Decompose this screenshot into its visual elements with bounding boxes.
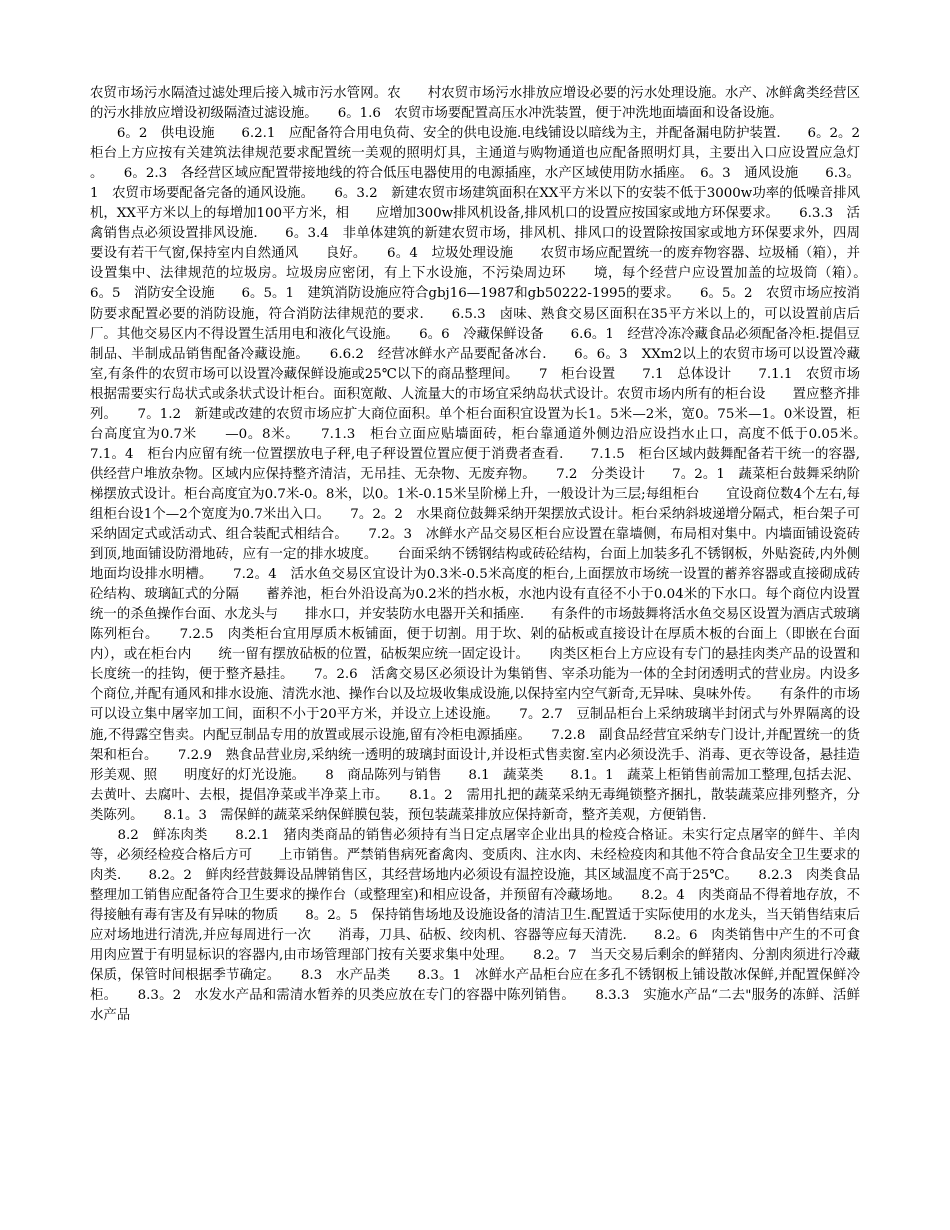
paragraph-facilities-and-counters: 6。2 供电设施 6.2.1 应配备符合用电负荷、安全的供电设施.电线铺设以暗线为主，并配备漏电防护装置. 6。2。2 柜台上方应按有关建筑法律规范要求配置统一美观的照明灯具，主通道与购物通道也应配备照明灯具，主要出入口应设置应急灯 。 6。2.3 各经营区域应配置带接地线的符合低压电器使用的电源插座，水产区域使用防水插座。 6。3 通风设施 6.3。1 农贸市场要配备完备的通风设施。 6。3.2 新建农贸市场建筑面积在XX平方米以下的安装不低于3000w功率的低噪音排风机，XX平方米以上的每增加100平方米，相 应增加300w排风机设备,排风机口的设置应按国家或地方环保要求。 6.3.3 活禽销售点必须设置排风设施. 6。3.4 非单体建筑的新建农贸市场，排风机、排风口的设置除按国家或地方环保要求外，四周要设有若干气窗,保持室内自然通风 良好。 6。4 垃圾处理设施 农贸市场应配置统一的废弃物容器、垃圾桶（箱），并设置集中、法律规范的垃圾房。垃圾房应密闭，有上下水设施，不污染周边环 境，每个经营户应设置加盖的垃圾筒（箱）。 6。5 消防安全设施 6。5。1 建筑消防设施应符合gbj16—1987和gb50222-1995的要求。 6。5。2 农贸市场应按消防要求配置必要的消防设施，符合消防法律规范的要求. 6.5.3 卤味、熟食交易区面积在35平方米以上的，可以设置前店后厂。其他交易区内不得设置生活用电和液化气设施。 6。6 冷藏保鲜设备 6.6。1 经营冷冻冷藏食品必须配备冷柜.提倡豆制品、半制成品销售配备冷藏设施。 6.6.2 经营冰鲜水产品要配备冰台. 6。6。3 XXm2以上的农贸市场可以设置冷藏室,有条件的农贸市场可以设置冷藏保鲜设施或25℃以下的商品整理间。 7 柜台设置 7.1 总体设计 7.1.1 农贸市场根据需要实行岛状式或条状式设计柜台。面积宽敞、人流量大的市场宜采纳岛状式设计。农贸市场内所有的柜台设 置应整齐排列。 7。1.2 新建或改建的农贸市场应扩大商位面积。单个柜台面积宜设置为长1。5米—2米，宽0。75米—1。0米设置，柜台高度宜为0.7米 —0。8米。 7.1.3 柜台立面应贴墙面砖，柜台靠通道外侧边沿应设挡水止口，高度不低于0.05米。 7.1。4 柜台内应留有统一位置摆放电子秤,电子秤设置位置应便于消费者查看. 7.1.5 柜台区域内鼓舞配备若干统一的容器,供经营户堆放杂物。区域内应保持整齐清洁，无吊挂、无杂物、无废弃物。 7.2 分类设计 7。2。1 蔬菜柜台鼓舞采纳阶梯摆放式设计。柜台高度宜为0.7米-0。8米，以0。1米-0.15米呈阶梯上升，一般设计为三层;每组柜台 宜设商位数4个左右,每组柜台设1个—2个宽度为0.7米出入口。 7。2。2 水果商位鼓舞采纳开架摆放式设计。柜台采纳斜坡递增分隔式，柜台架子可采纳固定式或活动式、组合装配式相结合。 7.2。3 冰鲜水产品交易区柜台应设置在靠墙侧，布局相对集中。内墙面铺设瓷砖到顶,地面铺设防滑地砖，应有一定的排水坡度。 台面采纳不锈钢结构或砖砼结构，台面上加装多孔不锈钢板，外贴瓷砖,内外侧地面均设排水明槽。 7.2。4 活水鱼交易区宜设计为0.3米-0.5米高度的柜台,上面摆放市场统一设置的蓄养容器或直接砌成砖砼结构、玻璃缸式的分隔 蓄养池，柜台外沿设高为0.2米的挡水板，水池内设有直径不小于0.04米的下水口。每个商位内设置统一的杀鱼操作台面、水龙头与 排水口，并安装防水电器开关和插座. 有条件的市场鼓舞将活水鱼交易区设置为酒店式玻璃陈列柜台。 7.2.5 肉类柜台宜用厚质木板铺面，便于切割。用于坎、剁的砧板或直接设计在厚质木板的台面上（即嵌在台面内），或在柜台内 统一留有摆放砧板的位置，砧板架应统一固定设计。 肉类区柜台上方应设有专门的悬挂肉类产品的设置和长度统一的挂钩，便于整齐悬挂。 7。2.6 活禽交易区必须设计为集销售、宰杀功能为一体的全封闭透明式的营业房。内设多个商位,并配有通风和排水设施、清洗水池、操作台以及垃圾收集成设施,以保持室内空气新奇,无异味、臭味外传。 有条件的市场可以设立集中屠宰加工间，面积不小于20平方米，并设立上述设施。 7。2.7 豆制品柜台上采纳玻璃半封闭式与外界隔离的设施,不得露空售卖。内配豆制品专用的放置或展示设施,留有冷柜电源插座。 7.2.8 副食品经营宜采纳专门设计,并配置统一的货架和柜台。 7.2.9 熟食品营业房,采纳统一透明的玻璃封面设计,并设柜式售卖窗.室内必须设洗手、消毒、更衣等设备，悬挂造形美观、照 明度好的灯光设施。 8 商品陈列与销售 8.1 蔬菜类 8.1。1 蔬菜上柜销售前需加工整理,包括去泥、去黄叶、去腐叶、去根，提倡净菜或半净菜上市。 8.1。2 需用扎把的蔬菜采纳无毒绳锁整齐捆扎，散装蔬菜应排列整齐，分类陈列。 8.1。3 需保鲜的蔬菜采纳保鲜膜包装，预包装蔬菜排放应保持新奇，整齐美观，方便销售.: [90, 126, 887, 823]
paragraph-meat-and-aquatic: 8.2 鲜冻肉类 8.2.1 猪肉类商品的销售必须持有当日定点屠宰企业出具的检疫合格证。未实行定点屠宰的鲜牛、羊肉等，必须经检疫合格后方可 上市销售。严禁销售病死畜禽肉、变质肉、注水肉、未经检疫肉和其他不符合食品安全卫生要求的肉类. 8.2。2 鲜肉经营鼓舞设品牌销售区，其经营场地内必须设有温控设施，其区域温度不高于25℃。 8.2.3 肉类食品整理加工销售应配备符合卫生要求的操作台（或整理室)和相应设备，并预留有冷藏场地。 8.2。4 肉类商品不得着地存放，不得接触有毒有害及有异味的物质 8。2。5 保持销售场地及设施设备的清洁卫生.配置适于实际使用的水龙头，当天销售结束后应对场地进行清洗,并应每周进行一次 消毒，刀具、砧板、绞肉机、容器等应每天清洗. 8.2。6 肉类销售中产生的不可食用肉应置于有明显标识的容器内,由市场管理部门按有关要求集中处理。 8.2。7 当天交易后剩余的鲜猪肉、分割肉须进行冷藏保质，保管时间根据季节确定。 8.3 水产品类 8.3。1 冰鲜水产品柜台应在多孔不锈钢板上铺设散冰保鲜,并配置保鲜冷柜。 8.3。2 水发水产品和需清水暂养的贝类应放在专门的容器中陈列销售。 8.3.3 实施水产品“二去"服务的冻鲜、活鲜水产品: [90, 827, 860, 1024]
paragraph-sewage: 农贸市场污水隔渣过滤处理后接入城市污水管网。农 村农贸市场污水排放应增设必要的污水处理设施。水产、冰鲜禽类经营区的污水排放应增设初级隔渣过滤设施。 6。1.6 农贸市场要配置高压水冲洗装置，便于冲洗地面墙面和设备设施。: [90, 86, 860, 122]
document-body: [90, 84, 887, 1026]
